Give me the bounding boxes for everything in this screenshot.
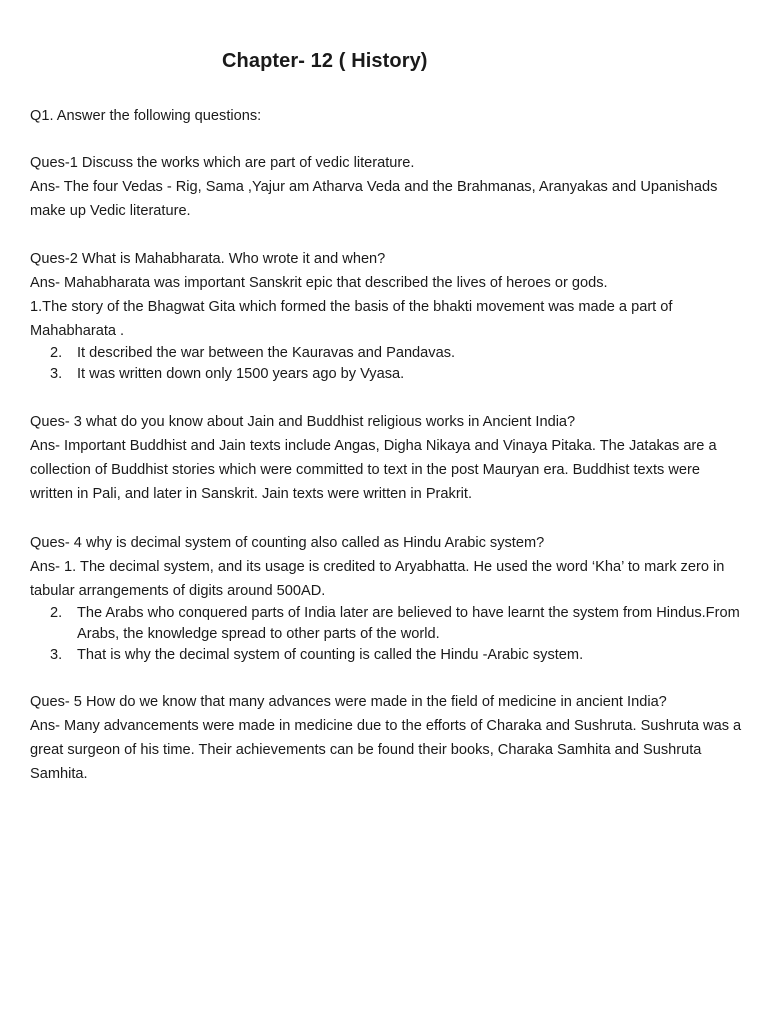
answer-5: Ans- Many advancements were made in medicine due to the efforts of Charaka and Sushruta. Sushruta was a great surgeon of his time. Their achievements can be found their books, Charaka Samhita and Sushruta Samhita.: [30, 718, 742, 782]
page-title: Chapter- 12 ( History): [222, 50, 428, 72]
answer-1: Ans- The four Vedas - Rig, Sama ,Yajur am Atharva Veda and the Brahmanas, Aranyakas and Upanishads make up Vedic literature.: [30, 179, 718, 219]
question-5: Ques- 5 How do we know that many advances were made in the field of medicine in ancient India?: [30, 694, 667, 710]
list-item: [30, 645, 742, 666]
question-2: Ques-2 What is Mahabharata. Who wrote it and when?: [30, 251, 386, 267]
question-4: Ques- 4 why is decimal system of counting also called as Hindu Arabic system?: [30, 535, 545, 551]
question-5-section: [30, 690, 742, 786]
answer-3: Ans- Important Buddhist and Jain texts include Angas, Digha Nikaya and Vinaya Pitaka. The Jatakas are a collection of Buddhist stories which were committed to text in the post Mauryan era. Buddhist texts were written in Pali, and later in Sanskrit. Jain texts were written in Prakrit.: [30, 438, 717, 502]
answer-2-point-1: 1.The story of the Bhagwat Gita which formed the basis of the bhakti movement was made a part of Mahabharata .: [30, 299, 673, 339]
list-item-text: The Arabs who conquered parts of India later are believed to have learnt the system from Hindus.From Arabs, the knowledge spread to other parts of the world.: [77, 605, 740, 642]
list-item: [30, 343, 742, 364]
list-item-number: 2.: [50, 345, 63, 361]
list-item-number: 3.: [50, 647, 63, 663]
answer-2-list: [30, 343, 742, 385]
question-4-section: [30, 531, 742, 666]
list-item-text: That is why the decimal system of counting is called the Hindu -Arabic system.: [77, 647, 584, 663]
list-item-number: 2.: [50, 605, 63, 621]
list-item-text: It was written down only 1500 years ago by Vyasa.: [77, 366, 405, 382]
question-3: Ques- 3 what do you know about Jain and Buddhist religious works in Ancient India?: [30, 414, 576, 430]
question-3-section: [30, 410, 742, 506]
answer-2: Ans- Mahabharata was important Sanskrit epic that described the lives of heroes or gods.: [30, 275, 608, 291]
question-1: Ques-1 Discuss the works which are part of vedic literature.: [30, 155, 415, 171]
intro-section: [30, 104, 742, 128]
question-2-section: [30, 247, 742, 385]
intro-text: Q1. Answer the following questions:: [30, 108, 262, 124]
list-item: [30, 603, 742, 645]
answer-4-list: [30, 603, 742, 666]
list-item: [30, 364, 742, 385]
list-item-text: It described the war between the Kauravas and Pandavas.: [77, 345, 456, 361]
question-1-section: [30, 151, 742, 223]
list-item-number: 3.: [50, 366, 63, 382]
answer-4: Ans- 1. The decimal system, and its usage is credited to Aryabhatta. He used the word ‘Kha’ to mark zero in tabular arrangements of digits around 500AD.: [30, 559, 725, 599]
